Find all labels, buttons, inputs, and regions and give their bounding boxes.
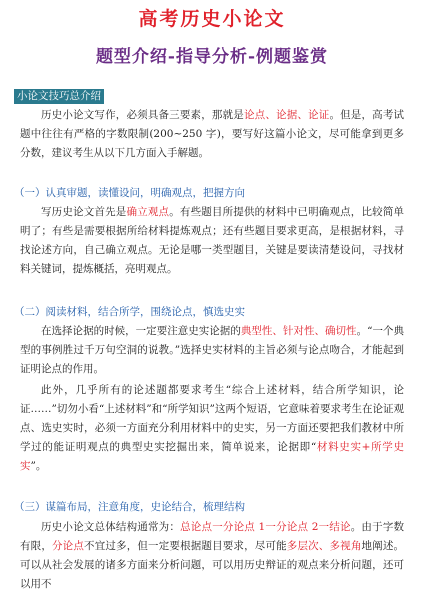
intro-paragraph [20, 106, 404, 163]
s1-text-a: 写历史论文首先是 [41, 206, 127, 218]
s3-text-b: 。由于字数有限， [20, 521, 405, 552]
s3-highlight-3: 多层次、多视角 [286, 540, 362, 552]
section-2-heading: （二）阅读材料，结合所学，围绕论点，慎选史实 [14, 306, 245, 318]
s2-p2-highlight: 材料史实+所学史实 [20, 441, 404, 472]
section-tag: 小论文技巧总介绍 [14, 89, 104, 104]
intro-text-1: 历史小论文写作，必须具备三要素，那就是 [41, 109, 244, 121]
page-title: 高考历史小论文 [138, 8, 286, 30]
section-3-paragraph [20, 518, 404, 594]
section-1-paragraph [20, 203, 404, 279]
s2-p1-highlight: 典型性、针对性、确切性 [240, 325, 357, 337]
s2-p2-text-a: 此外，几乎所有的论述题都要求考生“综合上述材料，结合所学知识，论证……”切勿小看“上述材料”和“所学知识”这两个短语，它意味着要求考生在论证观点、选史实时，必须一方面充分利用材料中的史实，另一方面还要把我们教材中所学过的能证明观点的典型史实挖掘出来，简单说来，论据即“ [20, 384, 404, 453]
section-2-paragraph-2 [20, 381, 404, 476]
s3-text-c: 不宜过多，但一定要根据题目要求，尽可能 [84, 540, 287, 552]
section-2-paragraph-1 [20, 322, 404, 379]
s3-text-a: 历史小论文总体结构通常为： [41, 521, 181, 533]
s3-highlight-2: 分论点 [52, 540, 85, 552]
intro-highlight: 论点、论据、论证 [243, 109, 330, 121]
s3-highlight-1: 总论点一分论点 1一分论点 2一结论 [180, 521, 351, 533]
section-3-heading: （三）谋篇布局，注意角度，史论结合，梳理结构 [14, 501, 245, 513]
page-subtitle: 题型介绍-指导分析-例题鉴赏 [95, 47, 329, 67]
s3-text-d: 地阐述。可以从社会发展的诸多方面来分析问题，可以用历史辩证的观点来分析问题，还可以用不 [20, 540, 405, 590]
s1-highlight: 确立观点 [126, 206, 170, 218]
intro-text-2: 。但是，高考试题中往往有严格的字数限制(200~250 字)，要写好这篇小论文，尽可能拿到更多分数，建议考生从以下几方面入手解题。 [20, 109, 405, 159]
s1-text-b: 。有些题目所提供的材料中已明确观点，比较简单明了；有些是需要根据所给材料提炼观点；还有些题目要求更高，是根据材料，寻找论述方向，自己确立观点。无论是哪一类型题目，关键是要读清楚设问，寻找材料关键词，提炼概括，亮明观点。 [20, 206, 405, 275]
s2-p1-text-a: 在选择论据的时候，一定要注意史实论据的 [41, 325, 241, 337]
s2-p2-text-b: ”。 [30, 460, 47, 472]
s2-p1-text-b: 。“一个典型的事例胜过千万句空洞的说教。”选择史实材料的主旨必须与论点吻合，才能起到证明论点的作用。 [20, 325, 405, 375]
section-1-heading: （一）认真审题，读懂设问，明确观点，把握方向 [14, 187, 245, 199]
